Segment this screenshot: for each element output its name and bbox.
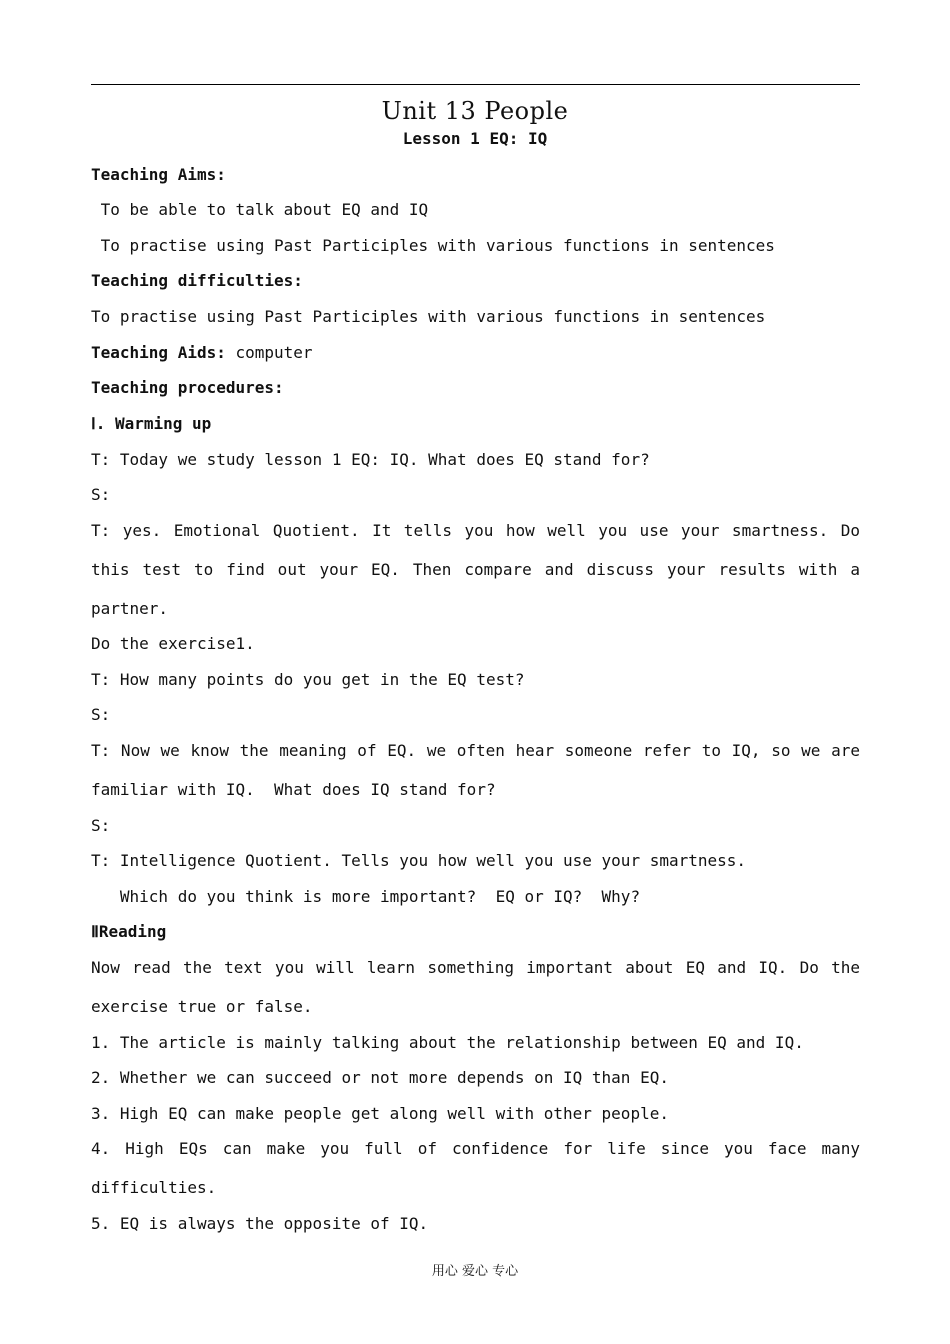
- dialogue-line: Which do you think is more important? EQ or IQ? Why?: [91, 887, 641, 906]
- procedures-heading: Teaching procedures:: [91, 378, 284, 397]
- dialogue-line: S:: [91, 816, 111, 835]
- dialogue-line: this test to find out your EQ. Then compare and discuss your results with a: [91, 560, 860, 579]
- exercise-item: 1. The article is mainly talking about the relationship between EQ and IQ.: [91, 1033, 804, 1052]
- aids-line: [91, 342, 313, 364]
- warming-heading: Ⅰ. Warming up: [91, 414, 212, 433]
- reading-intro: Now read the text you will learn something important about EQ and IQ. Do the: [91, 958, 860, 977]
- page-footer: 用心 爱心 专心: [431, 1264, 519, 1279]
- exercise-item: 2. Whether we can succeed or not more depends on IQ than EQ.: [91, 1068, 669, 1087]
- lesson-subtitle: Lesson 1 EQ: IQ: [402, 129, 548, 148]
- exercise-item: 5. EQ is always the opposite of IQ.: [91, 1214, 429, 1233]
- aids-heading: Teaching Aids:: [91, 343, 226, 362]
- dialogue-line: T: Now we know the meaning of EQ. we often hear someone refer to IQ, so we are: [91, 741, 860, 760]
- header-rule: [91, 84, 860, 85]
- exercise-item: 3. High EQ can make people get along well with other people.: [91, 1104, 669, 1123]
- difficulties-text: To practise using Past Participles with various functions in sentences: [91, 307, 766, 326]
- dialogue-line: S:: [91, 705, 111, 724]
- dialogue-line: Do the exercise1.: [91, 634, 255, 653]
- dialogue-line: T: yes. Emotional Quotient. It tells you how well you use your smartness. Do: [91, 521, 860, 540]
- difficulties-heading: Teaching difficulties:: [91, 271, 303, 290]
- aims-heading: Teaching Aims:: [91, 165, 226, 184]
- dialogue-line: familiar with IQ. What does IQ stand for?: [91, 780, 496, 799]
- exercise-item: difficulties.: [91, 1178, 217, 1197]
- aim-item: To be able to talk about EQ and IQ: [91, 200, 429, 219]
- page-title: Unit 13 People: [381, 97, 569, 125]
- dialogue-line: T: Intelligence Quotient. Tells you how well you use your smartness.: [91, 851, 747, 870]
- dialogue-line: S:: [91, 485, 111, 504]
- aim-item: To practise using Past Participles with various functions in sentences: [91, 236, 775, 255]
- dialogue-line: T: How many points do you get in the EQ test?: [91, 670, 525, 689]
- aids-value: computer: [225, 343, 313, 362]
- exercise-item: 4. High EQs can make you full of confidence for life since you face many: [91, 1139, 860, 1158]
- reading-heading: ⅡReading: [91, 922, 167, 941]
- dialogue-line: partner.: [91, 599, 169, 618]
- reading-intro: exercise true or false.: [91, 997, 313, 1016]
- dialogue-line: T: Today we study lesson 1 EQ: IQ. What does EQ stand for?: [91, 450, 650, 469]
